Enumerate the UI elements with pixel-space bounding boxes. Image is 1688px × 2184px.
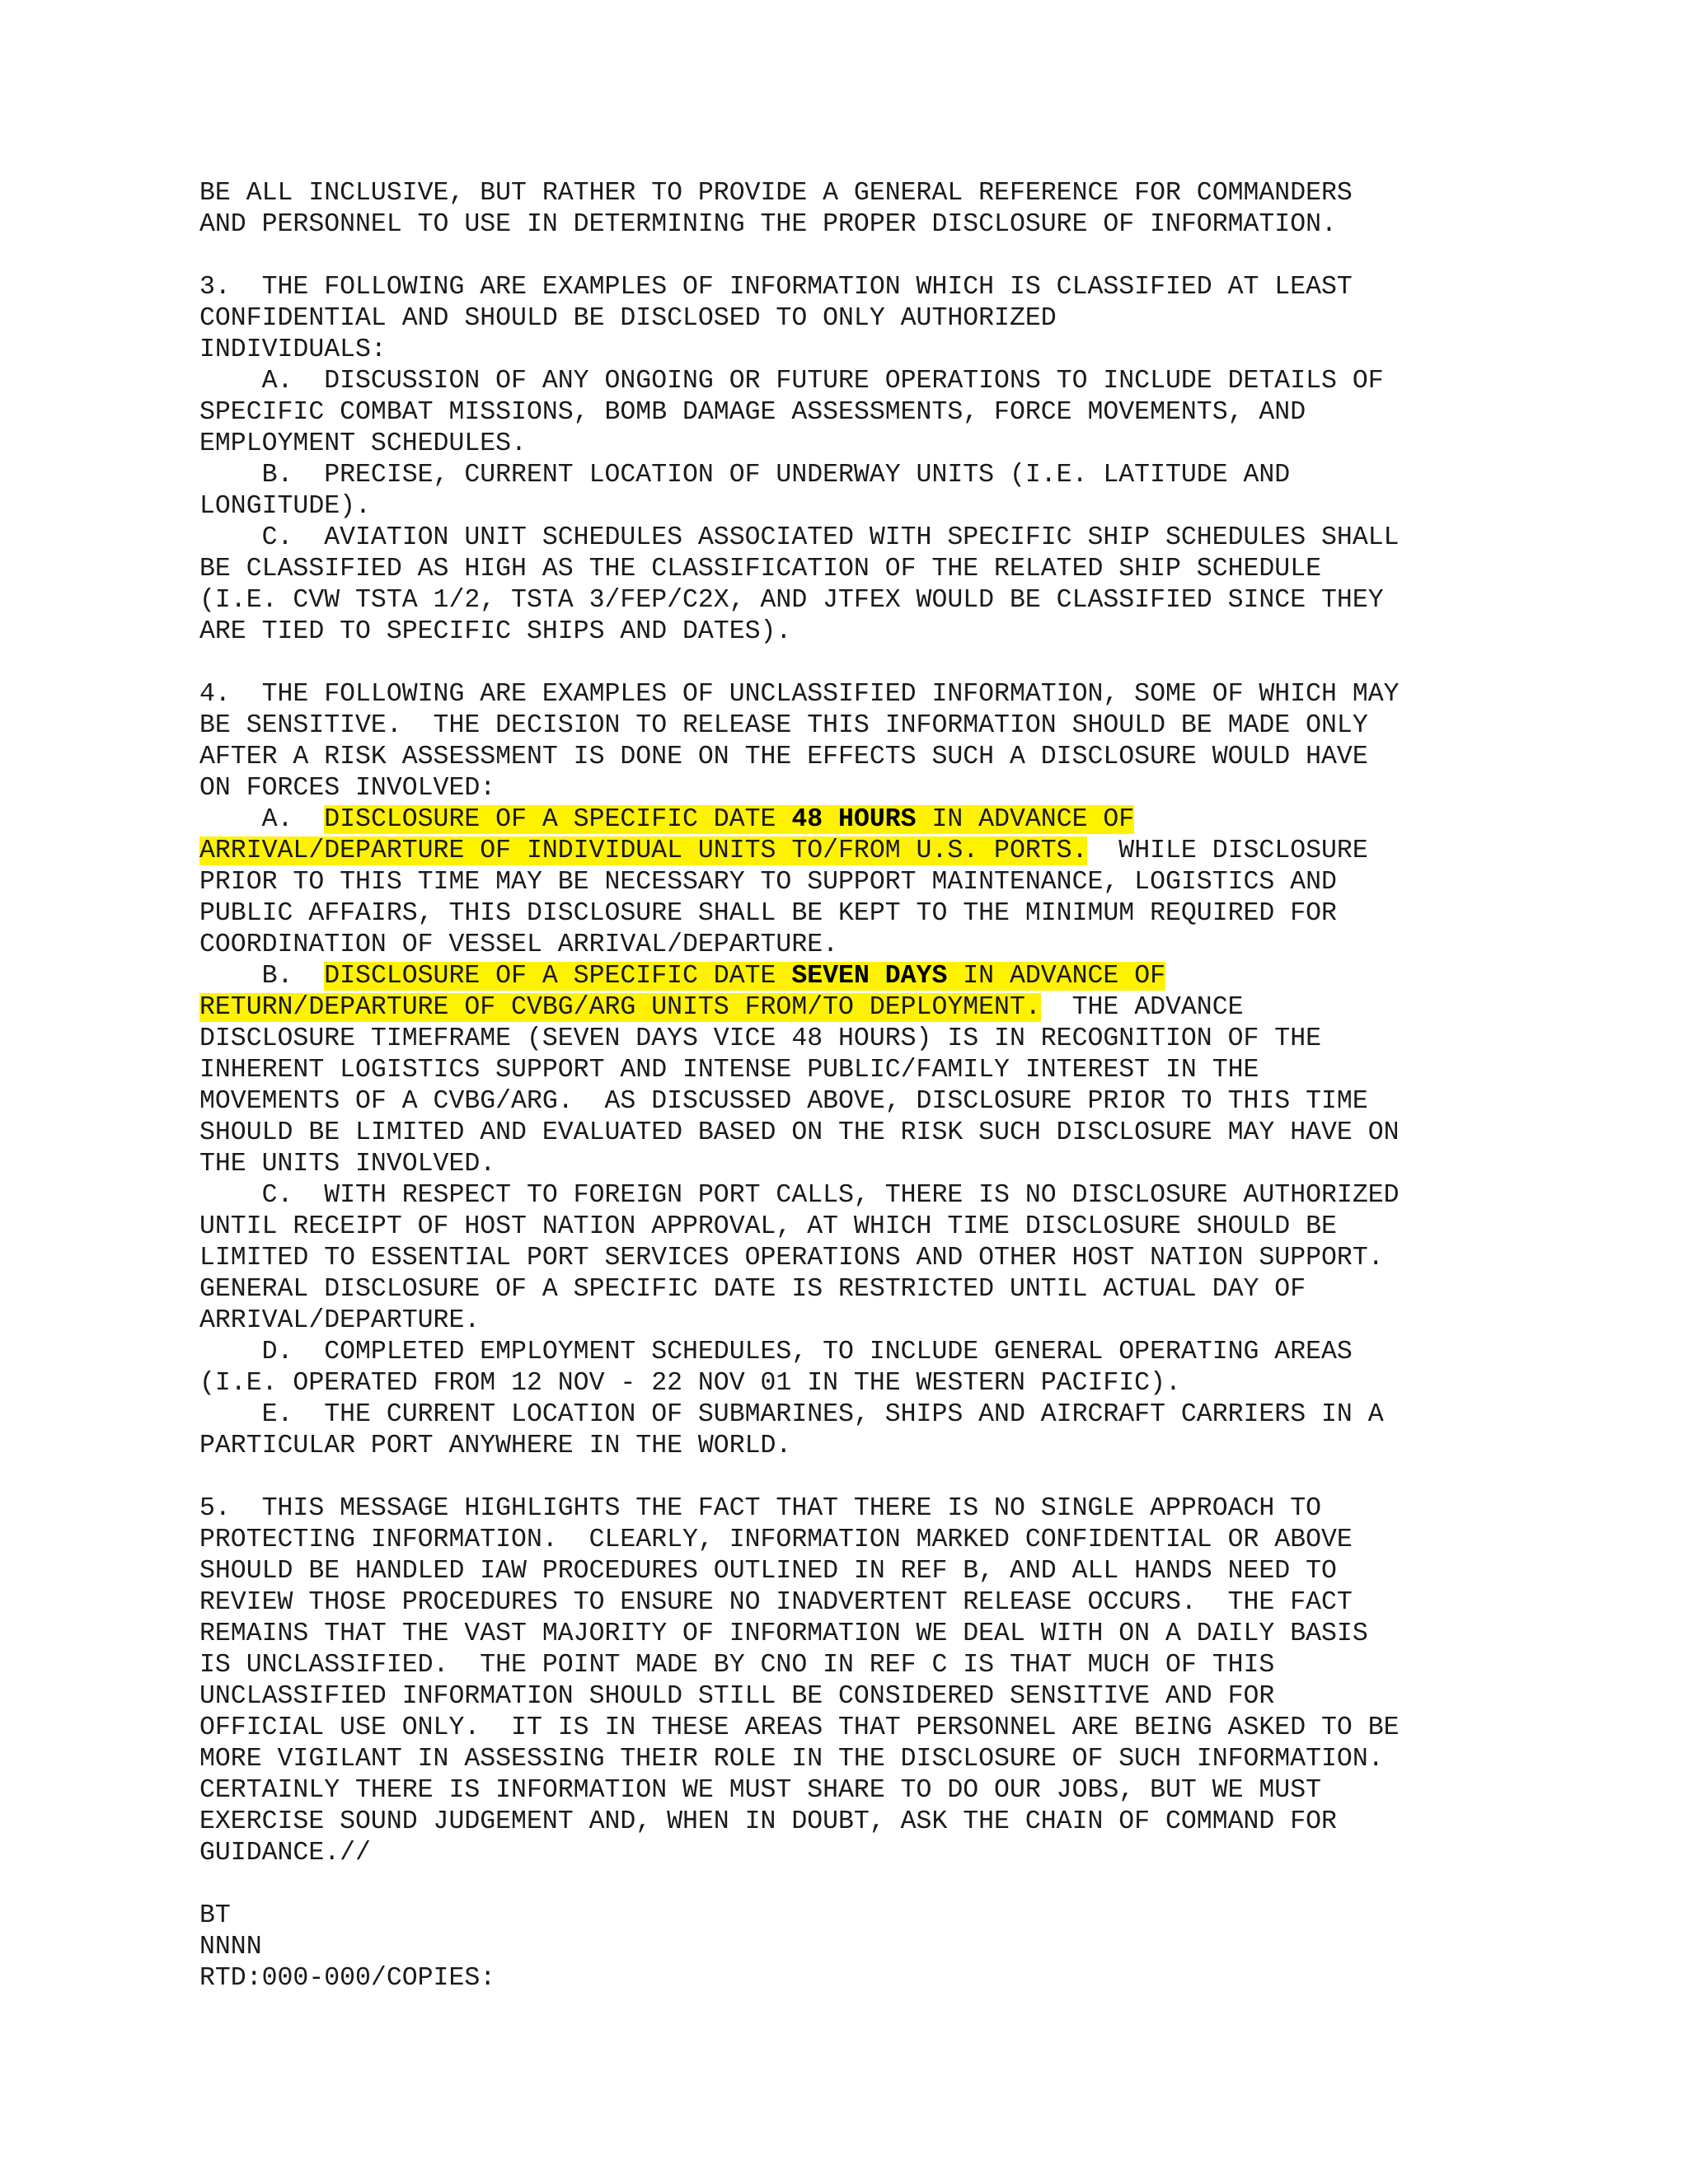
text-segment: PUBLIC AFFAIRS, THIS DISCLOSURE SHALL BE KEPT TO THE MINIMUM REQUIRED FOR [199, 899, 1337, 928]
text-line [199, 1118, 1675, 1149]
text-line [199, 1149, 1675, 1180]
text-line [199, 209, 1675, 241]
text-segment: INHERENT LOGISTICS SUPPORT AND INTENSE PUBLIC/FAMILY INTEREST IN THE [199, 1056, 1259, 1085]
text-line [199, 1963, 1675, 1994]
text-segment: COORDINATION OF VESSEL ARRIVAL/DEPARTURE. [199, 930, 839, 959]
text-segment: E. THE CURRENT LOCATION OF SUBMARINES, SHIPS AND AIRCRAFT CARRIERS IN A [199, 1400, 1384, 1429]
text-segment: UNCLASSIFIED INFORMATION SHOULD STILL BE CONSIDERED SENSITIVE AND FOR [199, 1682, 1275, 1711]
text-segment: BE ALL INCLUSIVE, BUT RATHER TO PROVIDE A GENERAL REFERENCE FOR COMMANDERS [199, 179, 1353, 208]
highlighted-text: IN ADVANCE OF [916, 805, 1135, 834]
text-line [199, 616, 1675, 648]
highlighted-bold-text: 48 HOURS [791, 805, 917, 834]
text-line [199, 1368, 1675, 1399]
text-line [199, 1212, 1675, 1243]
text-line [199, 178, 1675, 209]
text-line [199, 992, 1675, 1024]
text-segment: (I.E. OPERATED FROM 12 NOV - 22 NOV 01 IN THE WESTERN PACIFIC). [199, 1369, 1181, 1398]
text-line [199, 1337, 1675, 1368]
text-line [199, 1681, 1675, 1713]
text-segment: C. AVIATION UNIT SCHEDULES ASSOCIATED WITH SPECIFIC SHIP SCHEDULES SHALL [199, 523, 1400, 552]
text-segment: BE CLASSIFIED AS HIGH AS THE CLASSIFICATION OF THE RELATED SHIP SCHEDULE [199, 555, 1322, 583]
text-line [199, 272, 1675, 303]
text-line [199, 836, 1675, 867]
text-line [199, 1525, 1675, 1556]
text-line [199, 1807, 1675, 1838]
text-segment: D. COMPLETED EMPLOYMENT SCHEDULES, TO INCLUDE GENERAL OPERATING AREAS [199, 1338, 1353, 1366]
highlighted-text: DISCLOSURE OF A SPECIFIC DATE [324, 805, 792, 834]
text-segment: CONFIDENTIAL AND SHOULD BE DISCLOSED TO ONLY AUTHORIZED [199, 304, 1057, 333]
text-segment: PRIOR TO THIS TIME MAY BE NECESSARY TO SUPPORT MAINTENANCE, LOGISTICS AND [199, 868, 1337, 897]
message-document [199, 178, 1675, 1994]
text-segment: MOVEMENTS OF A CVBG/ARG. AS DISCUSSED ABOVE, DISCLOSURE PRIOR TO THIS TIME [199, 1087, 1368, 1116]
text-segment: PARTICULAR PORT ANYWHERE IN THE WORLD. [199, 1432, 792, 1460]
highlighted-bold-text: SEVEN DAYS [791, 962, 948, 991]
text-segment: LONGITUDE). [199, 492, 371, 521]
text-line [199, 460, 1675, 491]
text-segment: A. [199, 805, 325, 834]
text-segment: A. DISCUSSION OF ANY ONGOING OR FUTURE OPERATIONS TO INCLUDE DETAILS OF [199, 367, 1384, 396]
text-segment: GUIDANCE.// [199, 1839, 371, 1868]
text-segment: IS UNCLASSIFIED. THE POINT MADE BY CNO IN REF C IS THAT MUCH OF THIS [199, 1651, 1275, 1680]
text-segment: SHOULD BE HANDLED IAW PROCEDURES OUTLINED IN REF B, AND ALL HANDS NEED TO [199, 1557, 1337, 1586]
text-line [199, 1431, 1675, 1462]
text-line [199, 710, 1675, 742]
text-segment: ARRIVAL/DEPARTURE. [199, 1306, 481, 1335]
text-line [199, 1619, 1675, 1650]
text-line [199, 742, 1675, 773]
text-line [199, 585, 1675, 616]
text-segment: AFTER A RISK ASSESSMENT IS DONE ON THE EFFECTS SUCH A DISCLOSURE WOULD HAVE [199, 743, 1368, 771]
text-line [199, 1493, 1675, 1525]
text-line [199, 1055, 1675, 1086]
text-segment: BT [199, 1901, 231, 1930]
highlighted-text: ARRIVAL/DEPARTURE OF INDIVIDUAL UNITS TO/FROM U.S. PORTS. [199, 837, 1088, 865]
text-segment: 4. THE FOLLOWING ARE EXAMPLES OF UNCLASSIFIED INFORMATION, SOME OF WHICH MAY [199, 680, 1400, 709]
text-line [199, 898, 1675, 930]
text-line [199, 961, 1675, 992]
blank-line [199, 1462, 1675, 1493]
text-line [199, 1305, 1675, 1337]
text-segment: 3. THE FOLLOWING ARE EXAMPLES OF INFORMATION WHICH IS CLASSIFIED AT LEAST [199, 273, 1353, 302]
text-line [199, 303, 1675, 335]
text-segment: ON FORCES INVOLVED: [199, 774, 496, 803]
blank-line [199, 1869, 1675, 1900]
text-segment: PROTECTING INFORMATION. CLEARLY, INFORMATION MARKED CONFIDENTIAL OR ABOVE [199, 1526, 1353, 1554]
text-line [199, 335, 1675, 366]
text-segment: AND PERSONNEL TO USE IN DETERMINING THE PROPER DISCLOSURE OF INFORMATION. [199, 210, 1337, 239]
highlighted-text: DISCLOSURE OF A SPECIFIC DATE [324, 962, 792, 991]
text-segment: THE ADVANCE [1040, 993, 1244, 1022]
text-line [199, 1243, 1675, 1274]
text-line [199, 1650, 1675, 1681]
text-line [199, 366, 1675, 397]
text-segment: REMAINS THAT THE VAST MAJORITY OF INFORMATION WE DEAL WITH ON A DAILY BASIS [199, 1619, 1368, 1648]
text-segment: CERTAINLY THERE IS INFORMATION WE MUST SHARE TO DO OUR JOBS, BUT WE MUST [199, 1776, 1322, 1805]
text-line [199, 1775, 1675, 1807]
text-segment: THE UNITS INVOLVED. [199, 1150, 496, 1179]
text-segment: ARE TIED TO SPECIFIC SHIPS AND DATES). [199, 617, 792, 646]
text-line [199, 523, 1675, 554]
text-segment: B. [199, 962, 325, 991]
text-segment: INDIVIDUALS: [199, 335, 387, 364]
text-segment: C. WITH RESPECT TO FOREIGN PORT CALLS, THERE IS NO DISCLOSURE AUTHORIZED [199, 1181, 1400, 1210]
text-segment: RTD:000-000/COPIES: [199, 1964, 496, 1993]
text-segment: SHOULD BE LIMITED AND EVALUATED BASED ON THE RISK SUCH DISCLOSURE MAY HAVE ON [199, 1118, 1400, 1147]
text-line [199, 429, 1675, 460]
text-line [199, 397, 1675, 429]
text-segment: WHILE DISCLOSURE [1087, 837, 1368, 865]
text-line [199, 1180, 1675, 1212]
text-line [199, 1838, 1675, 1869]
blank-line [199, 241, 1675, 272]
text-segment: LIMITED TO ESSENTIAL PORT SERVICES OPERATIONS AND OTHER HOST NATION SUPPORT. [199, 1244, 1384, 1272]
text-segment: EMPLOYMENT SCHEDULES. [199, 429, 527, 458]
text-line [199, 867, 1675, 898]
text-segment: REVIEW THOSE PROCEDURES TO ENSURE NO INADVERTENT RELEASE OCCURS. THE FACT [199, 1588, 1353, 1617]
text-line [199, 1900, 1675, 1932]
text-line [199, 1024, 1675, 1055]
text-segment: NNNN [199, 1933, 262, 1961]
text-line [199, 1399, 1675, 1431]
text-line [199, 773, 1675, 804]
text-segment: SPECIFIC COMBAT MISSIONS, BOMB DAMAGE ASSESSMENTS, FORCE MOVEMENTS, AND [199, 398, 1306, 427]
blank-line [199, 648, 1675, 679]
text-line [199, 1086, 1675, 1118]
text-segment: UNTIL RECEIPT OF HOST NATION APPROVAL, AT WHICH TIME DISCLOSURE SHOULD BE [199, 1212, 1337, 1241]
text-segment: EXERCISE SOUND JUDGEMENT AND, WHEN IN DOUBT, ASK THE CHAIN OF COMMAND FOR [199, 1807, 1337, 1836]
text-line [199, 1556, 1675, 1587]
text-line [199, 930, 1675, 961]
text-segment: DISCLOSURE TIMEFRAME (SEVEN DAYS VICE 48 HOURS) IS IN RECOGNITION OF THE [199, 1024, 1322, 1053]
text-line [199, 1744, 1675, 1775]
text-line [199, 1587, 1675, 1619]
text-segment: 5. THIS MESSAGE HIGHLIGHTS THE FACT THAT THERE IS NO SINGLE APPROACH TO [199, 1494, 1322, 1523]
text-line [199, 554, 1675, 585]
text-segment: GENERAL DISCLOSURE OF A SPECIFIC DATE IS RESTRICTED UNTIL ACTUAL DAY OF [199, 1275, 1306, 1304]
highlighted-text: RETURN/DEPARTURE OF CVBG/ARG UNITS FROM/TO DEPLOYMENT. [199, 993, 1041, 1022]
text-segment: BE SENSITIVE. THE DECISION TO RELEASE THIS INFORMATION SHOULD BE MADE ONLY [199, 711, 1368, 740]
text-segment: (I.E. CVW TSTA 1/2, TSTA 3/FEP/C2X, AND JTFEX WOULD BE CLASSIFIED SINCE THEY [199, 586, 1384, 615]
text-line [199, 679, 1675, 710]
text-line [199, 1932, 1675, 1963]
text-segment: B. PRECISE, CURRENT LOCATION OF UNDERWAY UNITS (I.E. LATITUDE AND [199, 461, 1291, 490]
text-line [199, 1274, 1675, 1305]
text-segment: MORE VIGILANT IN ASSESSING THEIR ROLE IN THE DISCLOSURE OF SUCH INFORMATION. [199, 1745, 1384, 1774]
text-segment: OFFICIAL USE ONLY. IT IS IN THESE AREAS THAT PERSONNEL ARE BEING ASKED TO BE [199, 1713, 1400, 1742]
text-line [199, 491, 1675, 523]
text-line [199, 1713, 1675, 1744]
text-line [199, 804, 1675, 836]
highlighted-text: IN ADVANCE OF [947, 962, 1166, 991]
